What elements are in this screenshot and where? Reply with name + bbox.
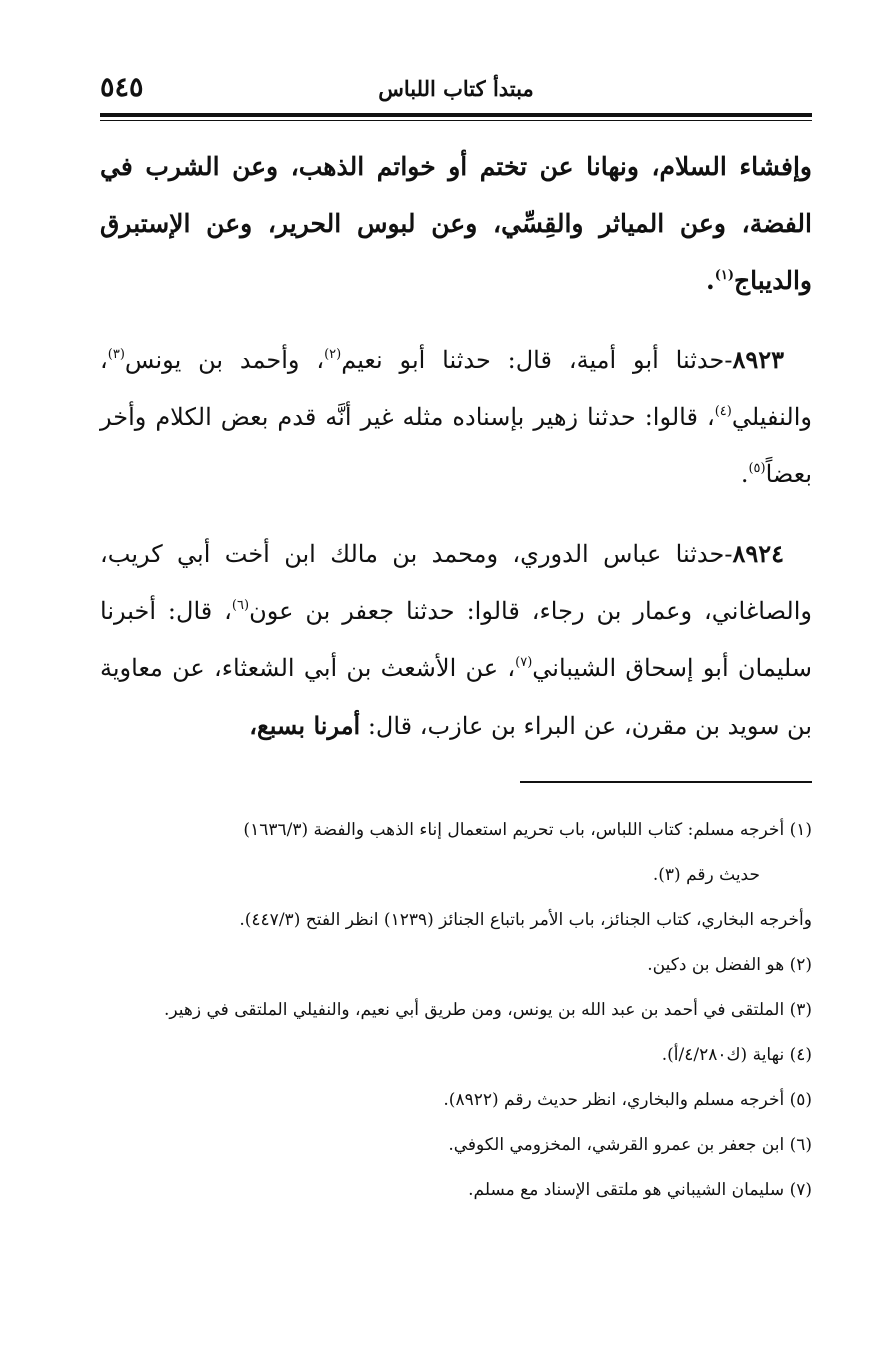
page-number: ٥٤٥ [100,72,144,103]
footnote-ref-1: (١) [714,268,734,283]
hadith-number: ٨٩٢٣ [732,345,784,374]
hadith-8924 [100,525,812,755]
hadith-text-part: -حدثنا عباس الدوري، ومحمد بن مالك ابن أخت أبي كريب، والصاغاني، وعمار بن رجاء، قالوا: حدثنا جعفر بن عون [100,540,812,625]
footnote-ref-5: (٥) [748,461,766,476]
footnotes [100,808,812,1213]
footnote-ref-6: (٦) [231,598,250,613]
hadith-text-part: ، قالوا: حدثنا زهير بإسناده مثله غير أنَّه قدم بعض الكلام وأخر بعضاً [100,403,812,488]
header-rule-thin [100,120,812,121]
hadith-text-part: ، وأحمد بن يونس [124,346,325,374]
page-header [100,66,812,110]
footnote-item: وأخرجه البخاري، كتاب الجنائز، باب الأمر باتباع الجنائز (١٢٣٩) انظر الفتح (٤٤٧/٣). [239,910,812,930]
footnote-item: (٥) أخرجه مسلم والبخاري، انظر حديث رقم (٨٩٢٢). [443,1090,812,1110]
hadith-8923 [100,331,812,503]
footnote-item: (١) أخرجه مسلم: كتاب اللباس، باب تحريم استعمال إناء الذهب والفضة (١٦٣٦/٣) [243,820,812,840]
footnote-item: حديث رقم (٣). [652,865,760,885]
hadith-text-part: ، والنفيلي [100,346,812,431]
main-text [100,138,812,755]
footnote-ref-7: (٧) [515,655,533,670]
paragraph-continuation [100,138,812,309]
paragraph-end: . [740,460,749,488]
footnote-item: (٢) هو الفضل بن دكين. [647,955,812,975]
paragraph-end: . [705,266,715,295]
footnote-item: (٣) الملتقى في أحمد بن عبد الله بن يونس، ومن طريق أبي نعيم، والنفيلي الملتقى في زهير. [164,1000,812,1020]
header-rule-thick [100,113,812,117]
running-title: مبتدأ كتاب اللباس [378,76,534,101]
footnote-ref-3: (٣) [107,347,125,362]
hadith-text-part: ، قال: أخبرنا سليمان أبو إسحاق الشيباني [100,597,812,682]
hadith-text-part: -حدثنا أبو أمية، قال: حدثنا أبو نعيم [341,346,733,374]
hadith-text-bold: أمرنا بسبع، [249,711,361,740]
footnote-ref-4: (٤) [714,404,732,419]
footnote-item: (٤) نهاية (ك٤/٢٨٠/أ). [661,1045,812,1065]
hadith-number: ٨٩٢٤ [732,539,784,568]
footnote-item: (٧) سليمان الشيباني هو ملتقى الإسناد مع مسلم. [468,1180,812,1200]
hadith-text-part: ، عن الأشعث بن أبي الشعثاء، عن معاوية بن سويد بن مقرن، عن البراء بن عازب، قال: [100,654,812,740]
footnote-separator [520,781,812,783]
paragraph-text: وإفشاء السلام، ونهانا عن تختم أو خواتم الذهب، وعن الشرب في الفضة، وعن المياثر والقِسِّي، وعن لبوس الحرير، وعن الإستبرق والديباج [100,152,812,295]
footnote-ref-2: (٢) [324,347,342,362]
footnote-item: (٦) ابن جعفر بن عمرو القرشي، المخزومي الكوفي. [448,1135,812,1155]
